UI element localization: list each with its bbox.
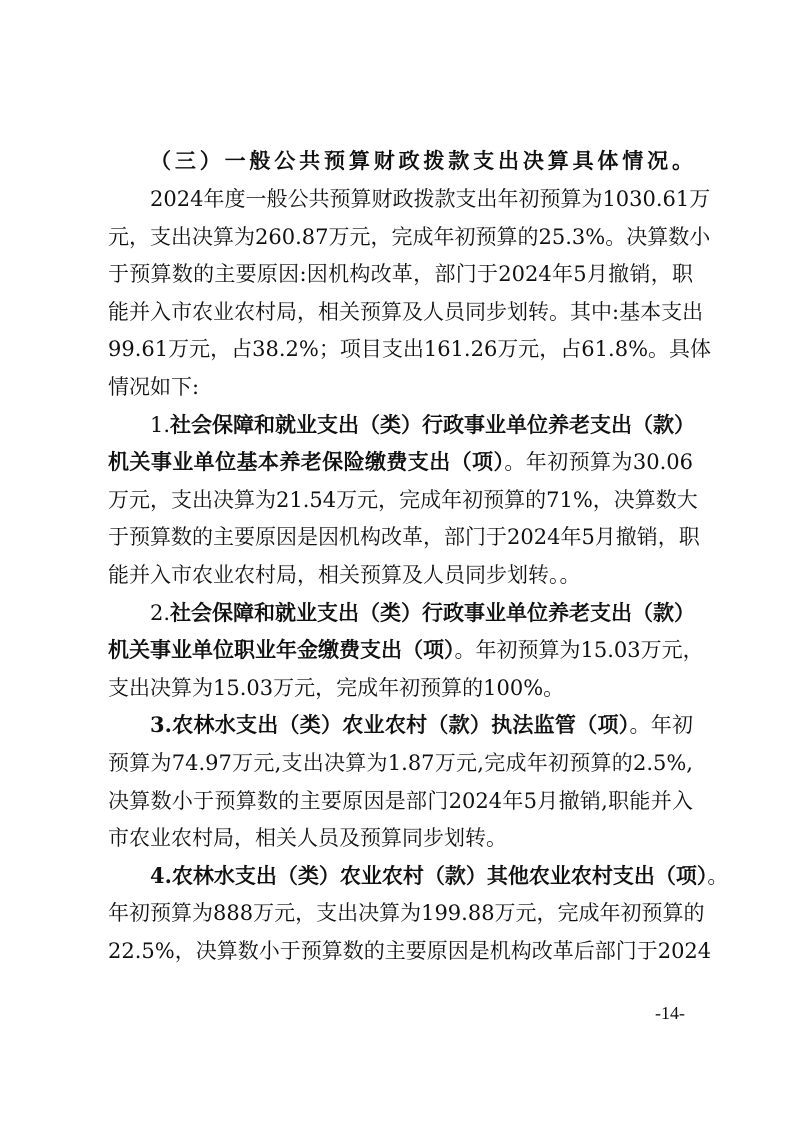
text-line [108, 673, 693, 703]
text-line [108, 560, 693, 590]
text: 决算数小于预算数的主要原因是部门2024年5月撤销,职能并入 [108, 788, 693, 813]
text: 。 [707, 863, 729, 888]
text: 1. [150, 412, 171, 437]
text-line [108, 447, 693, 477]
text-line [108, 635, 704, 665]
text: 。年初 [629, 713, 694, 738]
text: 2. [150, 600, 171, 625]
text: 于预算数的主要原因是因机构改革，部门于2024年5月撤销，职 [108, 525, 700, 550]
text-line [108, 259, 693, 289]
text-line [150, 861, 729, 891]
text-line [108, 748, 693, 778]
text: 99.61万元，占38.2%；项目支出161.26万元，占61.8%。具体 [108, 337, 712, 362]
text: 2024年度一般公共预算财政拨款支出年初预算为1030.61万 [150, 187, 711, 211]
text-line [108, 786, 693, 816]
page-number: -14- [655, 1003, 685, 1023]
text-line [150, 410, 696, 440]
bold-text: 机关事业单位基本养老保险缴费支出（项） [108, 449, 505, 475]
text-line [150, 184, 711, 214]
text-line [108, 334, 712, 364]
text: 预算为74.97万元,支出决算为1.87万元,完成年初预算的2.5%, [108, 751, 693, 775]
bold-text: 社会保障和就业支出（类）行政事业单位养老支出（款） [170, 411, 696, 437]
text-line [150, 710, 693, 740]
text: 能并入市农业农村局，相关预算及人员同步划转。其中:基本支出 [108, 299, 704, 324]
text: 元，支出决算为260.87万元，完成年初预算的25.3%。决算数小 [108, 224, 711, 249]
text-line [108, 372, 693, 402]
text-line [108, 522, 700, 552]
text: 能并入市农业农村局，相关预算及人员同步划转。。 [108, 563, 581, 587]
text-line [108, 823, 693, 853]
text: 。年初预算为30.06 [504, 450, 693, 475]
text: 市农业农村局，相关人员及预算同步划转。 [108, 826, 507, 851]
text-line [108, 936, 712, 966]
text: 万元，支出决算为21.54万元，完成年初预算的71%，决算数大 [108, 487, 698, 512]
text-line [108, 898, 705, 928]
bold-text: 机关事业单位职业年金缴费支出（项） [108, 637, 455, 663]
text-line [150, 598, 696, 628]
text: 22.5%，决算数小于预算数的主要原因是机构改革后部门于2024 [108, 939, 712, 963]
text: 年初预算为888万元，支出决算为199.88万元，完成年初预算的 [108, 901, 705, 926]
text: 情况如下: [108, 375, 200, 399]
section-heading: （三）一般公共预算财政拨款支出决算具体情况。 [150, 148, 693, 173]
text-line [108, 222, 711, 252]
text-line [108, 297, 704, 327]
text: 支出决算为15.03万元，完成年初预算的100%。 [108, 675, 565, 700]
bold-text: 4.农林水支出（类）农业农村（款）其他农业农村支出（项） [150, 862, 708, 888]
bold-text: 3.农林水支出（类）农业农村（款）执法监管（项） [150, 712, 630, 738]
bold-text: 社会保障和就业支出（类）行政事业单位养老支出（款） [170, 599, 696, 625]
text: 。年初预算为15.03万元， [454, 638, 704, 663]
text-line [108, 485, 698, 515]
text: 于预算数的主要原因:因机构改革，部门于2024年5月撤销，职 [108, 262, 693, 287]
